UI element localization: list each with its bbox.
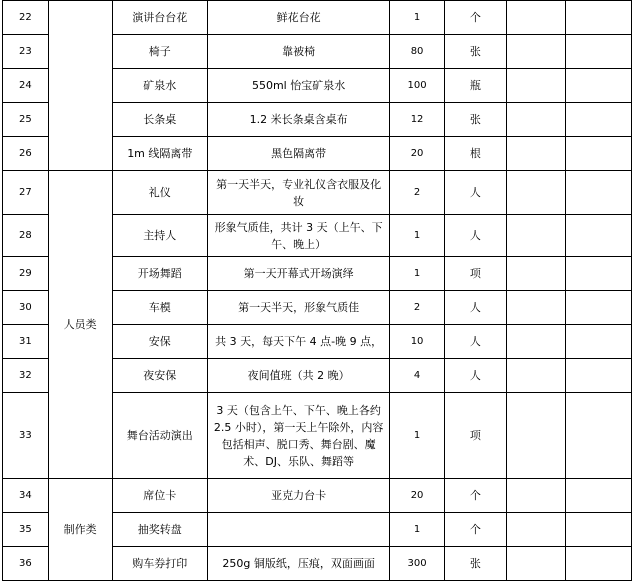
item-quantity: 10 [390,325,445,359]
item-name: 抽奖转盘 [112,513,208,547]
item-spec: 1.2 米长条桌含桌布 [208,103,390,137]
item-name: 安保 [112,325,208,359]
item-unit: 人 [444,215,506,257]
item-quantity: 2 [390,171,445,215]
item-quantity: 1 [390,257,445,291]
item-table [2,0,632,581]
row-number: 29 [3,257,49,291]
empty-cell [566,103,632,137]
row-number: 22 [3,1,49,35]
item-spec: 第一天开幕式开场演绎 [208,257,390,291]
row-number: 33 [3,393,49,479]
item-quantity: 20 [390,479,445,513]
item-name: 舞台活动演出 [112,393,208,479]
empty-cell [506,479,566,513]
empty-cell [566,393,632,479]
empty-cell [566,257,632,291]
item-unit: 人 [444,359,506,393]
empty-cell [566,325,632,359]
item-unit: 项 [444,393,506,479]
table-row [3,1,632,35]
empty-cell [566,35,632,69]
row-number: 23 [3,35,49,69]
row-number: 34 [3,479,49,513]
empty-cell [566,137,632,171]
row-number: 32 [3,359,49,393]
empty-cell [566,171,632,215]
item-unit: 张 [444,547,506,581]
item-name: 礼仪 [112,171,208,215]
empty-cell [506,393,566,479]
item-spec: 250g 铜版纸，压痕，双面画面 [208,547,390,581]
item-spec: 亚克力台卡 [208,479,390,513]
group-cell [48,1,112,171]
item-unit: 张 [444,103,506,137]
item-spec: 3 天（包含上午、下午、晚上各约 2.5 小时），第一天上午除外，内容包括相声、脱口秀、舞台剧、魔术、DJ、乐队、舞蹈等 [208,393,390,479]
empty-cell [506,35,566,69]
item-quantity: 2 [390,291,445,325]
empty-cell [506,513,566,547]
item-unit: 个 [444,479,506,513]
empty-cell [506,547,566,581]
item-spec: 第一天半天，形象气质佳 [208,291,390,325]
row-number: 27 [3,171,49,215]
item-quantity: 100 [390,69,445,103]
empty-cell [506,69,566,103]
row-number: 35 [3,513,49,547]
item-name: 1m 线隔离带 [112,137,208,171]
empty-cell [566,69,632,103]
row-number: 36 [3,547,49,581]
empty-cell [566,359,632,393]
item-quantity: 1 [390,215,445,257]
item-name: 购车券打印 [112,547,208,581]
item-quantity: 4 [390,359,445,393]
row-number: 30 [3,291,49,325]
group-label-personnel: 人员类 [48,171,112,479]
row-number: 28 [3,215,49,257]
item-spec: 形象气质佳，共计 3 天（上午、下午、晚上） [208,215,390,257]
item-spec: 夜间值班（共 2 晚） [208,359,390,393]
row-number: 31 [3,325,49,359]
item-name: 主持人 [112,215,208,257]
item-unit: 项 [444,257,506,291]
item-spec: 共 3 天，每天下午 4 点-晚 9 点， [208,325,390,359]
row-number: 25 [3,103,49,137]
item-spec: 第一天半天，专业礼仪含衣服及化妆 [208,171,390,215]
item-unit: 人 [444,171,506,215]
item-spec: 黑色隔离带 [208,137,390,171]
item-unit: 人 [444,291,506,325]
item-unit: 根 [444,137,506,171]
empty-cell [506,171,566,215]
item-spec: 550ml 怡宝矿泉水 [208,69,390,103]
item-unit: 人 [444,325,506,359]
item-unit: 个 [444,513,506,547]
empty-cell [566,291,632,325]
item-name: 矿泉水 [112,69,208,103]
row-number: 26 [3,137,49,171]
empty-cell [506,359,566,393]
empty-cell [566,479,632,513]
empty-cell [566,513,632,547]
item-name: 开场舞蹈 [112,257,208,291]
empty-cell [566,215,632,257]
item-unit: 个 [444,1,506,35]
table-row [3,479,632,513]
table-row [3,171,632,215]
item-unit: 瓶 [444,69,506,103]
item-quantity: 20 [390,137,445,171]
empty-cell [506,291,566,325]
empty-cell [506,325,566,359]
item-quantity: 1 [390,393,445,479]
item-spec: 靠被椅 [208,35,390,69]
group-label-production: 制作类 [48,479,112,581]
item-name: 夜安保 [112,359,208,393]
empty-cell [506,1,566,35]
item-name: 席位卡 [112,479,208,513]
row-number: 24 [3,69,49,103]
item-quantity: 12 [390,103,445,137]
item-spec [208,513,390,547]
item-quantity: 1 [390,513,445,547]
item-name: 车模 [112,291,208,325]
empty-cell [506,103,566,137]
empty-cell [506,257,566,291]
item-quantity: 1 [390,1,445,35]
empty-cell [566,1,632,35]
item-name: 椅子 [112,35,208,69]
empty-cell [566,547,632,581]
item-quantity: 300 [390,547,445,581]
empty-cell [506,215,566,257]
item-unit: 张 [444,35,506,69]
item-name: 长条桌 [112,103,208,137]
item-name: 演讲台台花 [112,1,208,35]
item-quantity: 80 [390,35,445,69]
empty-cell [506,137,566,171]
item-spec: 鲜花台花 [208,1,390,35]
